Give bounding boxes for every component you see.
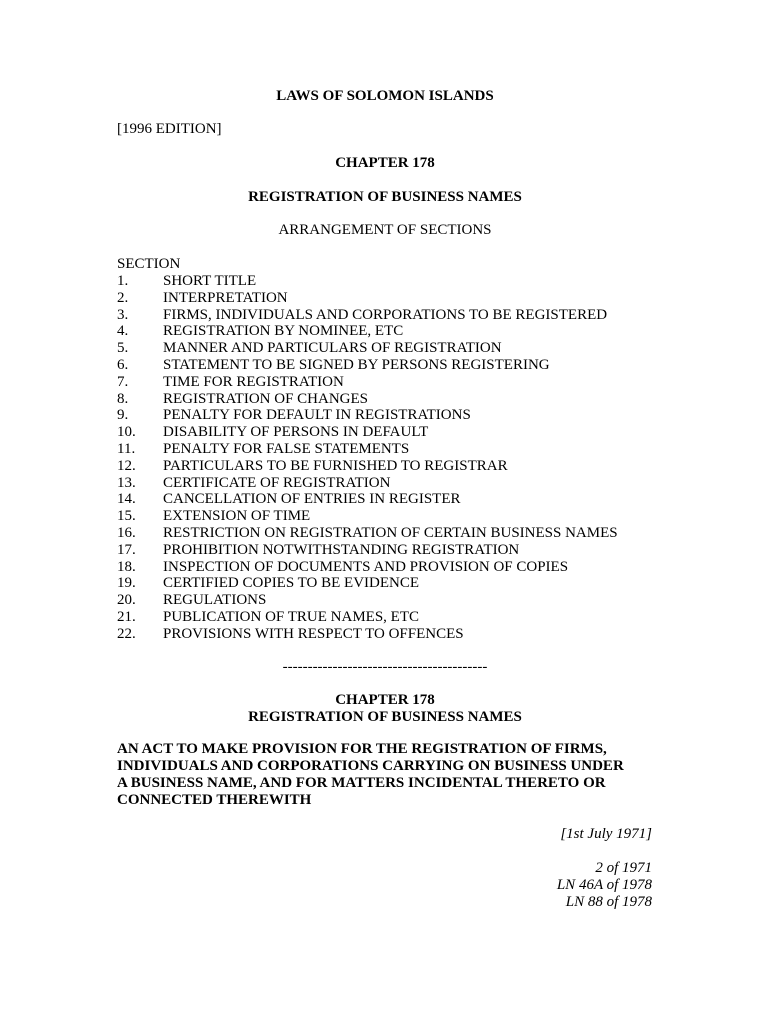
toc-item-title: DISABILITY OF PERSONS IN DEFAULT bbox=[163, 424, 429, 441]
toc-item bbox=[117, 391, 677, 408]
toc-item-title: PENALTY FOR DEFAULT IN REGISTRATIONS bbox=[163, 407, 471, 424]
toc-item-number: 9. bbox=[117, 407, 129, 424]
toc-item-number: 7. bbox=[117, 373, 129, 390]
toc-item-number: 16. bbox=[117, 524, 136, 541]
toc-item bbox=[117, 340, 677, 357]
long-title-line: INDIVIDUALS AND CORPORATIONS CARRYING ON BUSINESS UNDER bbox=[117, 758, 624, 774]
legislation-references bbox=[557, 860, 652, 911]
toc-item bbox=[117, 575, 677, 592]
reference-line: LN 88 of 1978 bbox=[565, 894, 652, 910]
toc-item-title: PUBLICATION OF TRUE NAMES, ETC bbox=[163, 608, 419, 625]
toc-item bbox=[117, 525, 677, 542]
toc-item bbox=[117, 307, 677, 324]
toc-item bbox=[117, 626, 677, 643]
toc-item-title: RESTRICTION ON REGISTRATION OF CERTAIN BUSINESS NAMES bbox=[163, 524, 618, 541]
reference-line: 2 of 1971 bbox=[595, 860, 652, 876]
toc-item-number: 19. bbox=[117, 575, 136, 592]
long-title-line: CONNECTED THEREWITH bbox=[117, 792, 312, 808]
toc-item bbox=[117, 374, 677, 391]
toc-item-number: 17. bbox=[117, 541, 136, 558]
toc-item-title: EXTENSION OF TIME bbox=[163, 508, 311, 525]
toc-item bbox=[117, 290, 677, 307]
toc-item bbox=[117, 508, 677, 525]
toc-item-number: 13. bbox=[117, 474, 136, 491]
toc-item-number: 2. bbox=[117, 289, 129, 306]
toc-item-title: INSPECTION OF DOCUMENTS AND PROVISION OF COPIES bbox=[163, 558, 569, 575]
toc-section-heading: SECTION bbox=[117, 256, 181, 272]
toc-item-number: 6. bbox=[117, 356, 129, 373]
toc-item-number: 12. bbox=[117, 457, 136, 474]
toc-item-number: 8. bbox=[117, 390, 129, 407]
toc-item-title: SHORT TITLE bbox=[163, 273, 257, 289]
toc-item bbox=[117, 559, 677, 576]
toc-item bbox=[117, 592, 677, 609]
toc-item-number: 14. bbox=[117, 491, 136, 508]
toc-list bbox=[117, 273, 677, 643]
toc-item bbox=[117, 441, 677, 458]
long-title-line: A BUSINESS NAME, AND FOR MATTERS INCIDENTAL THERETO OR bbox=[117, 775, 606, 791]
toc-item bbox=[117, 407, 677, 424]
edition-label: [1996 EDITION] bbox=[117, 121, 222, 137]
toc-item-title: REGULATIONS bbox=[163, 592, 267, 609]
body-act-name-heading: REGISTRATION OF BUSINESS NAMES bbox=[248, 709, 522, 725]
chapter-heading: CHAPTER 178 bbox=[335, 155, 435, 171]
long-title bbox=[117, 741, 657, 809]
toc-item-title: INTERPRETATION bbox=[163, 289, 288, 306]
toc-item-title: TIME FOR REGISTRATION bbox=[163, 373, 344, 390]
toc-item-title: CERTIFIED COPIES TO BE EVIDENCE bbox=[163, 575, 420, 592]
toc-item-number: 4. bbox=[117, 323, 129, 340]
toc-item-number: 3. bbox=[117, 306, 129, 323]
toc-item-title: PROHIBITION NOTWITHSTANDING REGISTRATION bbox=[163, 541, 520, 558]
reference-line: LN 46A of 1978 bbox=[556, 877, 652, 893]
table-of-contents bbox=[117, 256, 677, 643]
toc-item-number: 11. bbox=[117, 440, 136, 457]
toc-item-number: 20. bbox=[117, 592, 136, 609]
toc-item-title: PARTICULARS TO BE FURNISHED TO REGISTRAR bbox=[163, 457, 508, 474]
toc-item bbox=[117, 475, 677, 492]
toc-item-number: 21. bbox=[117, 608, 136, 625]
toc-item bbox=[117, 357, 677, 374]
toc-item bbox=[117, 491, 677, 508]
toc-item-number: 10. bbox=[117, 424, 136, 441]
long-title-line: AN ACT TO MAKE PROVISION FOR THE REGISTRATION OF FIRMS, bbox=[117, 741, 607, 757]
toc-item-title: PROVISIONS WITH RESPECT TO OFFENCES bbox=[163, 625, 464, 642]
toc-item bbox=[117, 424, 677, 441]
toc-item-title: FIRMS, INDIVIDUALS AND CORPORATIONS TO BE REGISTERED bbox=[163, 306, 608, 323]
arrangement-heading: ARRANGEMENT OF SECTIONS bbox=[278, 222, 492, 238]
toc-item-number: 18. bbox=[117, 558, 136, 575]
toc-item-title: PENALTY FOR FALSE STATEMENTS bbox=[163, 440, 410, 457]
toc-item-number: 15. bbox=[117, 508, 136, 525]
toc-item bbox=[117, 458, 677, 475]
toc-item-number: 22. bbox=[117, 625, 136, 642]
separator-line: ----------------------------------------- bbox=[282, 659, 488, 675]
toc-item-title: REGISTRATION BY NOMINEE, ETC bbox=[163, 323, 404, 340]
toc-item-number: 1. bbox=[117, 273, 129, 289]
laws-title: LAWS OF SOLOMON ISLANDS bbox=[276, 88, 494, 104]
body-chapter-heading: CHAPTER 178 bbox=[335, 692, 435, 708]
toc-item bbox=[117, 323, 677, 340]
commencement-date: [1st July 1971] bbox=[560, 826, 652, 842]
act-name-heading: REGISTRATION OF BUSINESS NAMES bbox=[248, 189, 522, 205]
toc-item-title: CERTIFICATE OF REGISTRATION bbox=[163, 474, 391, 491]
toc-item bbox=[117, 609, 677, 626]
toc-item-title: CANCELLATION OF ENTRIES IN REGISTER bbox=[163, 491, 461, 508]
toc-item-title: MANNER AND PARTICULARS OF REGISTRATION bbox=[163, 340, 502, 357]
toc-item bbox=[117, 273, 677, 290]
toc-item-title: STATEMENT TO BE SIGNED BY PERSONS REGISTERING bbox=[163, 356, 550, 373]
toc-item-title: REGISTRATION OF CHANGES bbox=[163, 390, 369, 407]
toc-item-number: 5. bbox=[117, 340, 129, 357]
toc-item bbox=[117, 542, 677, 559]
